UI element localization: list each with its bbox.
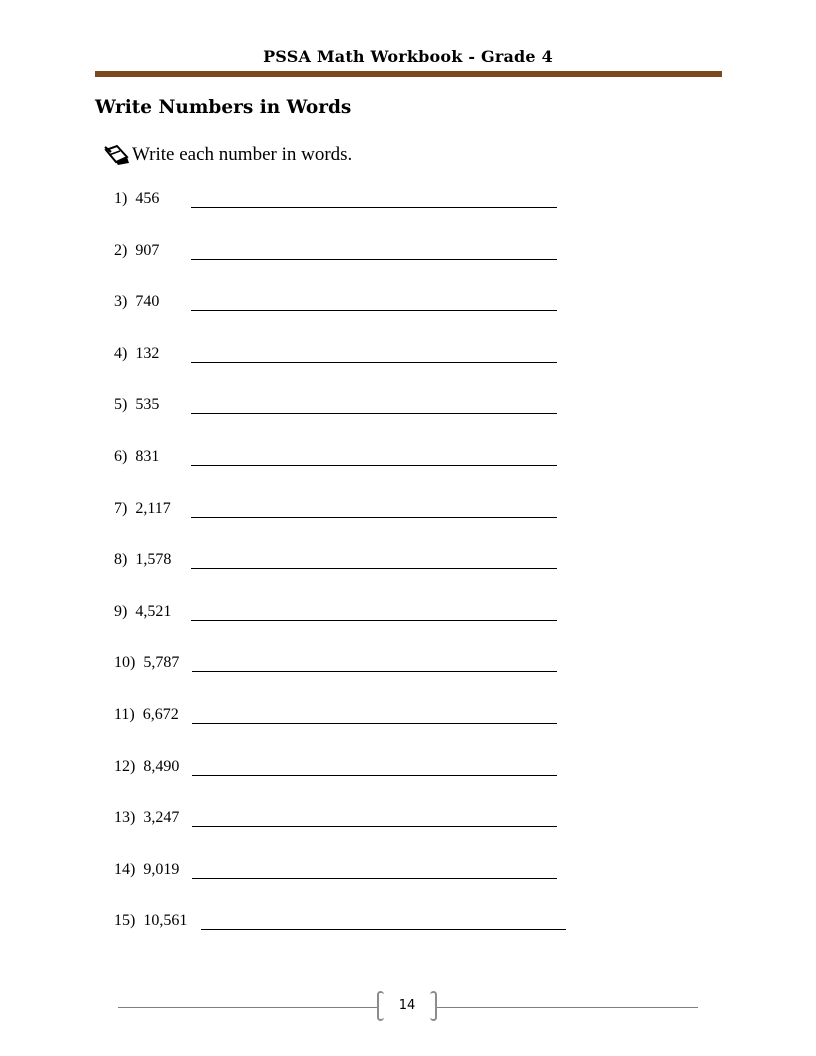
- answer-blank[interactable]: [191, 465, 557, 466]
- problem-number: 9) 4,521: [114, 603, 172, 620]
- answer-blank[interactable]: [191, 207, 557, 208]
- problem-number: 4) 132: [114, 345, 160, 362]
- problem-number: 14) 9,019: [114, 861, 180, 878]
- answer-blank[interactable]: [192, 878, 557, 879]
- problem-number: 12) 8,490: [114, 758, 180, 775]
- answer-blank[interactable]: [191, 517, 557, 518]
- problem-number: 10) 5,787: [114, 654, 180, 671]
- answer-blank[interactable]: [201, 929, 566, 930]
- answer-blank[interactable]: [191, 413, 557, 414]
- answer-blank[interactable]: [192, 775, 557, 776]
- answer-blank[interactable]: [191, 620, 557, 621]
- instruction-text: Write each number in words.: [132, 144, 353, 165]
- answer-blank[interactable]: [191, 362, 557, 363]
- footer-line-right: [437, 1007, 698, 1008]
- problem-number: 15) 10,561: [114, 912, 188, 929]
- problem-number: 7) 2,117: [114, 500, 171, 517]
- footer-bracket-right: [430, 991, 437, 1021]
- footer-line-left: [118, 1007, 377, 1008]
- answer-blank[interactable]: [192, 671, 557, 672]
- problem-number: 3) 740: [114, 293, 160, 310]
- header-rule: [95, 71, 722, 77]
- problem-number: 11) 6,672: [114, 706, 179, 723]
- page-number: 14: [398, 998, 416, 1013]
- answer-blank[interactable]: [192, 723, 557, 724]
- instruction: [103, 144, 352, 166]
- answer-blank[interactable]: [191, 568, 557, 569]
- answer-blank[interactable]: [192, 826, 557, 827]
- pencil-icon: [103, 144, 131, 166]
- footer-bracket-left: [377, 991, 384, 1021]
- page-header-title: PSSA Math Workbook - Grade 4: [263, 47, 553, 66]
- answer-blank[interactable]: [191, 310, 557, 311]
- problem-number: 13) 3,247: [114, 809, 180, 826]
- problem-number: 5) 535: [114, 396, 160, 413]
- problem-number: 6) 831: [114, 448, 160, 465]
- problem-number: 2) 907: [114, 242, 160, 259]
- problem-number: 1) 456: [114, 190, 160, 207]
- section-title: Write Numbers in Words: [95, 97, 352, 118]
- problem-number: 8) 1,578: [114, 551, 172, 568]
- answer-blank[interactable]: [191, 259, 557, 260]
